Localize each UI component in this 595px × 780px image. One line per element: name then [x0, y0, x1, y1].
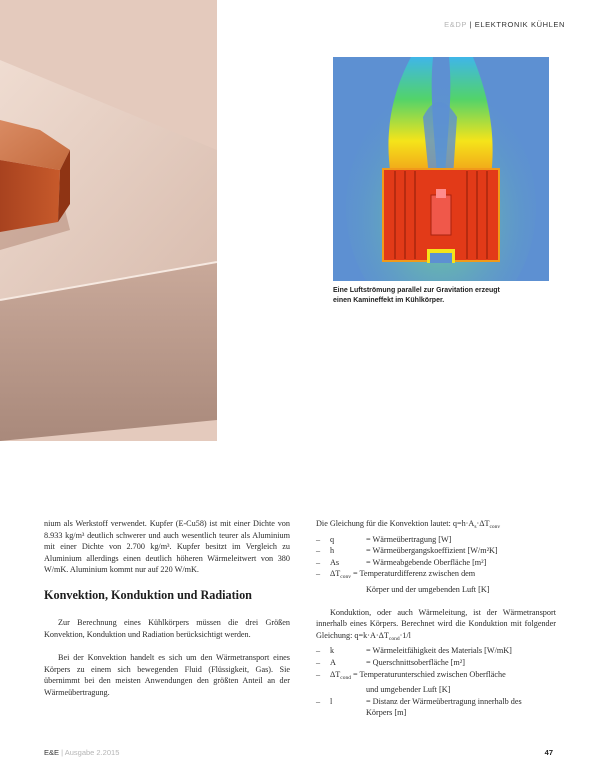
formula-item-dt-conv [316, 568, 556, 584]
formula-item-k [316, 645, 556, 657]
formula-description: = Wärmeübergangskoeffizient [W/m²K] [366, 546, 498, 556]
formula-item-as [316, 557, 556, 569]
right-text-column [316, 518, 556, 719]
formula-symbol [330, 568, 351, 584]
formula-continuation: Körper und der umgebenden Luft [K] [366, 584, 490, 594]
conduction-sub: cond [388, 635, 400, 642]
thermal-simulation-figure [333, 57, 549, 281]
list-dash: – [316, 546, 321, 556]
convection-formula-delta: ·ΔT [476, 519, 490, 528]
calculation-paragraph: Zur Berechnung eines Kühlkörpers müssen die drei Größen Konvektion, Konduktion und Radiation berücksichtigt werden. [44, 617, 290, 639]
caption-line-1: Eine Luftströmung parallel zur Gravitation erzeugt [333, 287, 500, 294]
figure-caption [333, 286, 549, 306]
list-dash: – [316, 646, 321, 656]
list-dash: – [316, 534, 321, 544]
formula-continuation: Körpers [m] [366, 708, 407, 718]
formula-description: = Temperaturdifferenz zwischen dem [352, 569, 476, 579]
formula-description: = Wärmeabgebende Oberfläche [m²] [366, 557, 487, 567]
list-dash: – [316, 696, 321, 706]
formula-description: = Querschnittsoberfläche [m²] [366, 657, 465, 667]
convection-formula-text: Die Gleichung für die Konvektion lautet: q=h·A [316, 519, 475, 528]
delta-t-symbol: ΔT [330, 569, 341, 579]
formula-item-q [316, 534, 556, 546]
list-dash: – [316, 569, 321, 579]
formula-symbol: q [330, 534, 335, 544]
formula-symbol: A [330, 657, 336, 667]
convection-paragraph: Bei der Konvektion handelt es sich um den Wärmetransport eines Körpers zu einem sich bewegenden Fluid (Flüssigkeit, Gas). Sie übernimmt bei den meisten Anwendungen den größten Anteil an der Wärmeübertragung. [44, 653, 290, 697]
convection-formula-sub-s: s [474, 524, 477, 530]
convection-formula [316, 518, 556, 534]
list-dash: – [316, 657, 321, 667]
formula-description: = Wärmeleitfähigkeit des Materials [W/mK] [366, 646, 512, 656]
conduction-paragraph [316, 607, 556, 646]
convection-formula-sub-conv: conv [489, 524, 501, 530]
formula-description: = Distanz der Wärmeübertragung innerhalb des [366, 696, 522, 706]
photo-drawing [0, 0, 217, 441]
list-dash: – [316, 669, 321, 679]
formula-symbol: h [330, 546, 335, 556]
simulation-drawing [333, 57, 549, 281]
list-dash: – [316, 557, 321, 567]
delta-t-cond-symbol: ΔT [330, 669, 341, 679]
magazine-prefix: E&DP [444, 20, 467, 29]
formula-item-h [316, 545, 556, 557]
formula-description: = Temperaturunterschied zwischen Oberfläche [352, 669, 506, 679]
formula-description: = Wärmeübertragung [W] [366, 534, 452, 544]
formula-item-l [316, 696, 556, 708]
formula-symbol [330, 669, 351, 685]
copper-block-photo [0, 0, 217, 441]
left-text-column [44, 518, 290, 699]
footer-issue [44, 748, 119, 757]
caption-line-2: einen Kamineffekt im Kühlkörper. [333, 297, 445, 304]
delta-t-cond-sub: cond [340, 674, 351, 681]
section-heading: Konvektion, Konduktion und Radiation [44, 587, 252, 602]
delta-t-sub: conv [340, 574, 351, 581]
footer-issue-number: | Ausgabe 2.2015 [61, 748, 120, 757]
page-number: 47 [544, 748, 553, 757]
footer-magazine: E&E [44, 748, 60, 757]
formula-symbol: l [330, 696, 333, 706]
formula-item-dt-cond [316, 669, 556, 685]
conduction-text: Konduktion, oder auch Wärmeleitung, ist der Wärmetransport innerhalb eines Körpers. Berechnet wird die Konduktion mit folgender Gleichung: q=k·A·ΔT [316, 607, 556, 640]
formula-symbol: k [330, 646, 335, 656]
formula-symbol: As [330, 557, 340, 567]
intro-paragraph: nium als Werkstoff verwendet. Kupfer (E-Cu58) ist mit einer Dichte von 8.933 kg/m³ deutlich schwerer und auch wesentlich teurer als Aluminium mit einer Dichte von 2.700 kg/m³. Kupfer besitzt im Vergleich zu Aluminium allerdings einen deutlich höheren Wärmeleitwert von 380 W/mK. Aluminium kommt nur auf 220 W/mK. [44, 519, 290, 575]
formula-item-a [316, 657, 556, 669]
formula-continuation: und umgebender Luft [K] [366, 685, 451, 695]
section-title: ELEKTRONIK KÜHLEN [474, 20, 565, 29]
running-head: E&DP | ELEKTRONIK KÜHLEN [444, 20, 565, 29]
conduction-tail: ·1/l [399, 630, 411, 640]
